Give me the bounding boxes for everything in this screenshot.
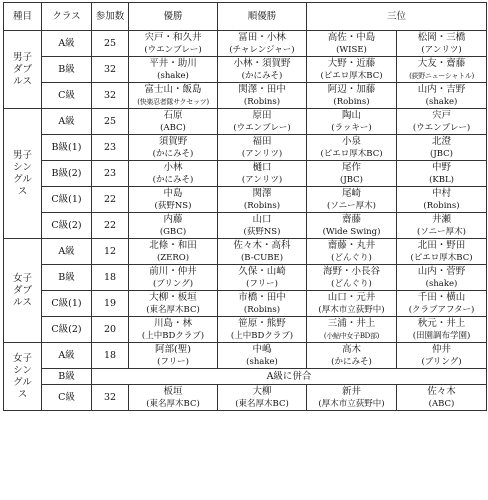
class-cell: A級 [42,239,92,265]
team-name: (どんぐり) [331,252,372,263]
header-third: 三位 [307,3,487,31]
participant-count: 12 [92,239,129,265]
player-names: 阿辺・加藤 [327,83,376,95]
result-row [4,239,487,265]
first-place-cell [129,265,218,291]
third1-place-cell [307,317,397,343]
header-category: 種目 [4,3,42,31]
first-place-cell [129,343,218,369]
team-name: (ABC) [160,122,186,133]
player-names: 大野・近藤 [327,57,376,69]
player-names: 陶山 [341,109,361,121]
category-label: 女子ダブルス [12,272,32,308]
team-name: (東名厚木BC) [146,398,200,409]
player-names: 大友・齋藤 [417,57,466,69]
team-name: (shake) [246,356,278,367]
team-name: (小鮎中女子BD部) [323,331,380,340]
class-cell: B級 [42,369,92,385]
category-label: 男子ダブルス [12,51,32,87]
team-name: (アンリツ) [241,174,283,185]
class-cell: B級(1) [42,135,92,161]
player-names: 中嶋 [252,343,272,355]
team-name: (アンリツ) [421,44,462,55]
team-name: (クラブアフター) [408,304,475,315]
first-place-cell [129,161,218,187]
player-names: 宍戸 [432,109,452,121]
third2-place-cell [397,31,487,57]
team-name: (上中BDクラブ) [141,330,205,341]
second-place-cell [218,31,307,57]
player-names: 内藤 [163,213,183,225]
team-name: (東名厚木BC) [235,398,289,409]
result-row [4,265,487,291]
second-place-cell [218,265,307,291]
player-names: 高木 [341,343,361,355]
result-row [4,109,487,135]
second-place-cell [218,83,307,109]
team-name: (Robins) [243,304,281,315]
team-name: (フリー) [246,278,278,289]
class-cell: B級 [42,265,92,291]
third2-place-cell [397,343,487,369]
team-name: (チャレンジャー) [229,44,295,55]
player-names: 福田 [252,135,272,147]
third2-place-cell [397,161,487,187]
team-name: (ブリング) [152,278,194,289]
class-cell: C級(2) [42,213,92,239]
class-cell: C級(1) [42,187,92,213]
player-names: 冨田・小林 [238,31,286,43]
player-names: 富士山・飯島 [144,83,202,95]
player-names: 齋藤 [341,213,361,225]
team-name: (かにみそ) [152,174,194,185]
team-name: (ZERO) [156,252,190,263]
team-name: (アンリツ) [241,148,283,159]
team-name: (JBC) [430,148,453,159]
third1-place-cell [307,187,397,213]
class-cell: C級 [42,83,92,109]
team-name: (ウエンブレー) [233,122,291,133]
third1-place-cell [307,265,397,291]
team-name: (ピエロ厚木BC) [320,70,383,81]
player-names: 尾崎 [341,187,361,199]
player-names: 千田・横山 [417,291,466,303]
player-names: 佐々木・高科 [233,239,291,251]
third2-place-cell [397,239,487,265]
third2-place-cell [397,83,487,109]
player-names: 笹原・熊野 [238,317,286,329]
second-place-cell [218,239,307,265]
player-names: 秋元・井上 [417,317,466,329]
first-place-cell [129,385,218,411]
category-label: 女子シングルス [12,352,32,400]
player-names: 井瀬 [432,213,452,225]
result-row [4,369,487,385]
player-names: 関澤・田中 [238,83,286,95]
team-name: (田園調布学園) [412,330,471,341]
class-cell: A級 [42,109,92,135]
player-names: 宍戸・和久井 [144,31,202,43]
category-cell [4,109,42,239]
participant-count: 32 [92,83,129,109]
participant-count: 32 [92,57,129,83]
result-row [4,385,487,411]
player-names: 仲井 [432,343,452,355]
team-name: (かにみそ) [331,356,372,367]
player-names: 大柳 [252,385,272,397]
result-row [4,161,487,187]
third1-place-cell [307,213,397,239]
team-name: (Robins) [423,200,460,211]
third2-place-cell [397,291,487,317]
result-row [4,135,487,161]
second-place-cell [218,385,307,411]
team-name: (ウエンブレー) [144,44,202,55]
third2-place-cell [397,187,487,213]
player-names: 小林・須賀野 [233,57,291,69]
team-name: (KBL) [429,174,454,185]
third1-place-cell [307,385,397,411]
team-name: (荻野ニューシャトル) [409,71,474,80]
team-name: (shake) [425,96,458,107]
participant-count: 23 [92,135,129,161]
team-name: (快楽忍者隊サクセッツ) [137,97,209,106]
team-name: (厚木市立荻野中) [318,398,385,409]
team-name: (かにみそ) [241,70,283,81]
player-names: 関澤 [252,187,272,199]
team-name: (ABC) [428,398,455,409]
team-name: (上中BDクラブ) [230,330,294,341]
player-names: 樋口 [252,161,272,173]
first-place-cell [129,31,218,57]
third2-place-cell [397,57,487,83]
third2-place-cell [397,265,487,291]
class-cell: C級 [42,385,92,411]
header-second: 順優勝 [218,3,307,31]
team-name: (ソニー厚木) [417,226,466,237]
player-names: 松岡・三橋 [417,31,466,43]
first-place-cell [129,187,218,213]
result-row [4,187,487,213]
third2-place-cell [397,135,487,161]
participant-count: 20 [92,317,129,343]
player-names: 北田・野田 [417,239,466,251]
player-names: 川島・林 [153,317,192,329]
team-name: (どんぐり) [331,278,372,289]
first-place-cell [129,109,218,135]
player-names: 山口 [252,213,272,225]
first-place-cell [129,83,218,109]
team-name: (フリー) [157,356,189,367]
participant-count: 22 [92,213,129,239]
team-name: (Robins) [333,96,370,107]
participant-count: 18 [92,265,129,291]
first-place-cell [129,317,218,343]
result-row [4,317,487,343]
participant-count: 25 [92,109,129,135]
team-name: (ブリング) [421,356,462,367]
player-names: 原田 [252,109,272,121]
first-place-cell [129,135,218,161]
merged-note: A級に併合 [92,369,487,385]
player-names: 小泉 [341,135,361,147]
team-name: (B-CUBE) [240,252,284,263]
third1-place-cell [307,109,397,135]
participant-count: 32 [92,385,129,411]
player-names: 前川・仲井 [149,265,197,277]
result-row [4,343,487,369]
header-row [4,3,487,31]
result-row [4,57,487,83]
second-place-cell [218,317,307,343]
participant-count: 25 [92,31,129,57]
second-place-cell [218,213,307,239]
team-name: (荻野NS) [243,226,281,237]
header-first: 優勝 [129,3,218,31]
participant-count: 22 [92,187,129,213]
third1-place-cell [307,291,397,317]
player-names: 齋藤・丸井 [327,239,376,251]
second-place-cell [218,187,307,213]
first-place-cell [129,291,218,317]
third2-place-cell [397,317,487,343]
class-cell: A級 [42,31,92,57]
third1-place-cell [307,31,397,57]
first-place-cell [129,239,218,265]
category-cell [4,239,42,343]
second-place-cell [218,343,307,369]
header-count: 参加数 [92,3,129,31]
team-name: (shake) [425,278,458,289]
player-names: 新井 [341,385,361,397]
header-class: クラス [42,3,92,31]
third2-place-cell [397,109,487,135]
category-cell [4,343,42,411]
result-row [4,291,487,317]
team-name: (Robins) [243,96,281,107]
player-names: 中村 [432,187,452,199]
class-cell: B級 [42,57,92,83]
team-name: (ウエンブレー) [412,122,471,133]
player-names: 海野・小長谷 [322,265,380,277]
class-cell: B級(2) [42,161,92,187]
player-names: 須賀野 [158,135,188,147]
third1-place-cell [307,83,397,109]
third1-place-cell [307,239,397,265]
second-place-cell [218,291,307,317]
team-name: (shake) [157,70,189,81]
third2-place-cell [397,385,487,411]
team-name: (ラッキー) [331,122,372,133]
second-place-cell [218,109,307,135]
team-name: (JBC) [340,174,363,185]
results-table [3,2,487,411]
team-name: (厚木市立荻野中) [318,304,385,315]
player-names: 山内・吉野 [417,83,466,95]
player-names: 平井・助川 [149,57,197,69]
class-cell: C級(2) [42,317,92,343]
participant-count: 19 [92,291,129,317]
third1-place-cell [307,343,397,369]
team-name: (GBC) [159,226,187,237]
first-place-cell [129,213,218,239]
result-row [4,83,487,109]
second-place-cell [218,135,307,161]
team-name: (Wide Swing) [322,226,381,237]
player-names: 中島 [163,187,183,199]
third2-place-cell [397,213,487,239]
player-names: 大柳・板垣 [149,291,197,303]
team-name: (WISE) [336,44,367,55]
player-names: 阿部(聖) [155,343,191,355]
category-label: 男子シングルス [12,149,32,197]
second-place-cell [218,57,307,83]
third1-place-cell [307,161,397,187]
player-names: 北澄 [432,135,452,147]
player-names: 山口・元井 [327,291,376,303]
team-name: (かにみそ) [152,148,194,159]
player-names: 山内・菅野 [417,265,466,277]
player-names: 佐々木 [427,385,456,397]
player-names: 久保・山崎 [238,265,286,277]
class-cell: C級(1) [42,291,92,317]
team-name: (ピエロ厚木BC) [410,252,473,263]
player-names: 尾作 [341,161,361,173]
participant-count: 23 [92,161,129,187]
team-name: (ソニー厚木) [327,200,376,211]
team-name: (ピエロ厚木BC) [320,148,383,159]
result-row [4,213,487,239]
participant-count: 18 [92,343,129,369]
first-place-cell [129,57,218,83]
player-names: 中野 [432,161,452,173]
result-row [4,31,487,57]
category-cell [4,31,42,109]
third1-place-cell [307,135,397,161]
player-names: 北條・和田 [149,239,197,251]
class-cell: A級 [42,343,92,369]
team-name: (東名厚木BC) [146,304,200,315]
player-names: 三浦・井上 [327,317,376,329]
player-names: 板垣 [163,385,183,397]
second-place-cell [218,161,307,187]
team-name: (荻野NS) [154,200,192,211]
player-names: 小林 [163,161,183,173]
third1-place-cell [307,57,397,83]
player-names: 高佐・中島 [327,31,376,43]
results-body [4,31,487,411]
player-names: 市橋・田中 [238,291,286,303]
team-name: (Robins) [243,200,281,211]
player-names: 石原 [163,109,183,121]
